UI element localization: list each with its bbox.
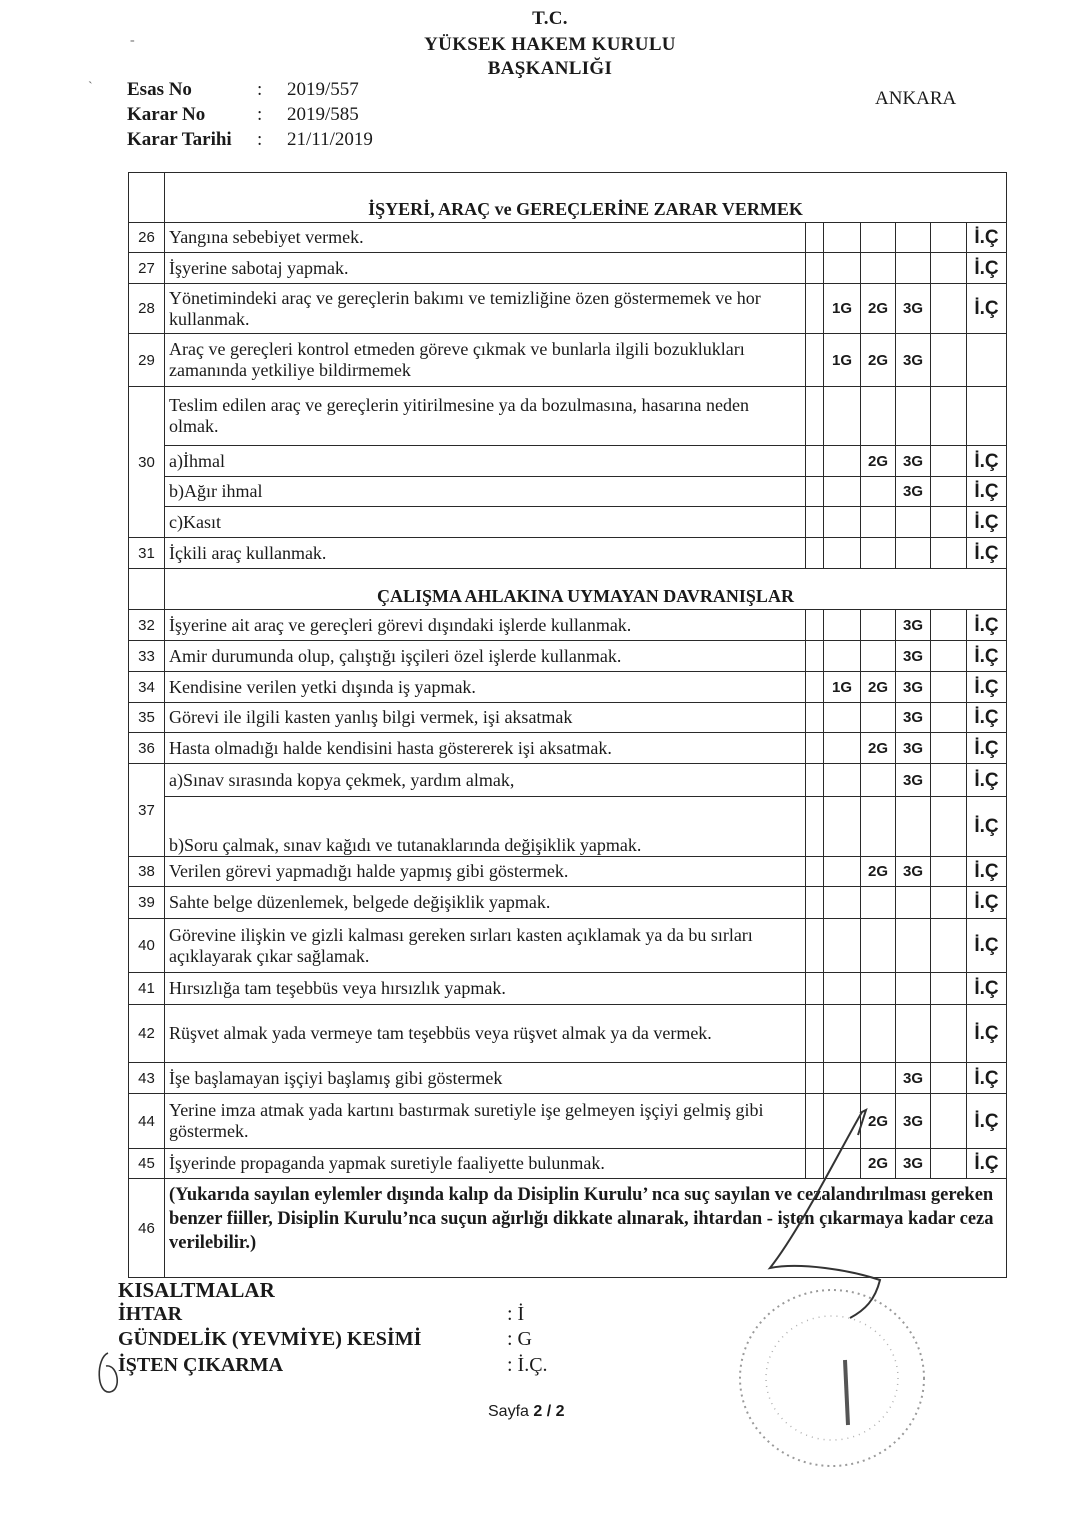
penalty-cell-spacer [806, 973, 824, 1005]
penalty-cell-spacer [806, 223, 824, 253]
meta-value: 21/11/2019 [287, 129, 373, 150]
penalty-2g [861, 1063, 896, 1094]
penalty-3g [896, 797, 931, 857]
penalty-2g: 2G [861, 334, 896, 387]
penalty-dismissal: İ.Ç [967, 223, 1007, 253]
penalty-2g [861, 797, 896, 857]
section-title: İŞYERİ, ARAÇ ve GEREÇLERİNE ZARAR VERMEK [165, 173, 1007, 223]
penalty-cell-spacer [806, 857, 824, 887]
penalty-dismissal: İ.Ç [967, 1094, 1007, 1149]
penalty-dismissal: İ.Ç [967, 253, 1007, 284]
penalty-dismissal: İ.Ç [967, 857, 1007, 887]
penalty-dismissal: İ.Ç [967, 703, 1007, 733]
stamp [740, 1290, 924, 1466]
penalty-dismissal: İ.Ç [967, 538, 1007, 569]
penalty-1g [824, 538, 861, 569]
penalty-dismissal: İ.Ç [967, 733, 1007, 764]
penalty-cell-empty [931, 887, 967, 919]
penalty-dismissal: İ.Ç [967, 973, 1007, 1005]
penalty-2g: 2G [861, 1094, 896, 1149]
penalty-2g [861, 223, 896, 253]
row-description: a)İhmal [165, 446, 806, 477]
penalty-1g [824, 703, 861, 733]
penalty-3g: 3G [896, 477, 931, 507]
row-number: 43 [129, 1063, 165, 1094]
row-number: 45 [129, 1149, 165, 1179]
penalty-dismissal: İ.Ç [967, 1149, 1007, 1179]
row-number [129, 569, 165, 610]
penalty-cell-spacer [806, 284, 824, 334]
penalty-3g: 3G [896, 610, 931, 641]
abbr-value: : İ [507, 1303, 525, 1325]
penalty-cell-spacer [806, 1149, 824, 1179]
row-description: b)Ağır ihmal [165, 477, 806, 507]
row-number: 36 [129, 733, 165, 764]
meta-label: Karar No [127, 104, 206, 125]
row-description: Sahte belge düzenlemek, belgede değişiklik yapmak. [165, 887, 806, 919]
penalty-cell-spacer [806, 446, 824, 477]
penalty-dismissal [967, 387, 1007, 446]
meta-sep: : [257, 104, 263, 125]
meta-sep: : [257, 79, 263, 100]
penalty-dismissal: İ.Ç [967, 764, 1007, 797]
penalty-2g [861, 477, 896, 507]
meta-label: Esas No [127, 79, 192, 100]
penalty-3g [896, 253, 931, 284]
penalty-dismissal: İ.Ç [967, 919, 1007, 973]
penalty-2g [861, 919, 896, 973]
row-number: 30 [129, 387, 165, 538]
penalty-dismissal: İ.Ç [967, 1005, 1007, 1063]
penalty-cell-spacer [806, 1005, 824, 1063]
penalty-3g [896, 919, 931, 973]
penalty-cell-empty [931, 223, 967, 253]
row-number: 37 [129, 764, 165, 857]
table-row [129, 253, 1007, 284]
row-number: 27 [129, 253, 165, 284]
penalty-3g [896, 538, 931, 569]
penalty-cell-empty [931, 477, 967, 507]
penalty-cell-spacer [806, 764, 824, 797]
penalty-cell-spacer [806, 477, 824, 507]
header-institution: YÜKSEK HAKEM KURULU [424, 34, 676, 55]
penalty-table-body [129, 173, 1007, 1278]
row-description: c)Kasıt [165, 507, 806, 538]
table-row [129, 446, 1007, 477]
penalty-3g [896, 973, 931, 1005]
penalty-2g [861, 973, 896, 1005]
row-description: Hırsızlığa tam teşebbüs veya hırsızlık yapmak. [165, 973, 806, 1005]
penalty-2g [861, 253, 896, 284]
table-row [129, 1005, 1007, 1063]
penalty-3g [896, 223, 931, 253]
meta-sep: : [257, 129, 263, 150]
margin-mark: ˋ [88, 80, 93, 95]
row-number: 35 [129, 703, 165, 733]
row-description: İşyerine sabotaj yapmak. [165, 253, 806, 284]
table-row [129, 334, 1007, 387]
penalty-3g: 3G [896, 334, 931, 387]
header-presidency: BAŞKANLIĞI [487, 58, 613, 79]
penalty-cell-spacer [806, 703, 824, 733]
penalty-1g [824, 1063, 861, 1094]
stamp [766, 1316, 898, 1440]
penalty-2g: 2G [861, 446, 896, 477]
penalty-2g [861, 507, 896, 538]
esas-no-line [127, 79, 359, 101]
row-number: 33 [129, 641, 165, 672]
penalty-cell-empty [931, 703, 967, 733]
penalty-cell-spacer [806, 507, 824, 538]
penalty-dismissal: İ.Ç [967, 507, 1007, 538]
penalty-cell-empty [931, 334, 967, 387]
header-tc: T.C. [532, 8, 568, 29]
penalty-2g [861, 764, 896, 797]
penalty-1g [824, 973, 861, 1005]
penalty-3g: 3G [896, 764, 931, 797]
penalty-3g [896, 887, 931, 919]
table-row [129, 507, 1007, 538]
row-description: Verilen görevi yapmadığı halde yapmış gibi göstermek. [165, 857, 806, 887]
row-description: Rüşvet almak yada vermeye tam teşebbüs veya rüşvet almak ya da vermek. [165, 1005, 806, 1063]
penalty-1g [824, 919, 861, 973]
meta-value: 2019/557 [287, 79, 359, 100]
penalty-1g [824, 610, 861, 641]
penalty-cell-spacer [806, 672, 824, 703]
penalty-cell-empty [931, 797, 967, 857]
table-row [129, 387, 1007, 446]
penalty-1g [824, 223, 861, 253]
penalty-cell-empty [931, 284, 967, 334]
row-description: Kendisine verilen yetki dışında iş yapmak. [165, 672, 806, 703]
penalty-dismissal: İ.Ç [967, 1063, 1007, 1094]
meta-label: Karar Tarihi [127, 129, 232, 150]
abbr-label: İŞTEN ÇIKARMA [118, 1354, 284, 1376]
penalty-cell-spacer [806, 919, 824, 973]
note-text: (Yukarıda sayılan eylemler dışında kalıp da Disiplin Kurulu’ nca suç sayılan ve cezalandırılması gereken benzer fiiller, Disiplin Kurulu’nca suçun ağırlığı dikkate alınarak, ihtardan - işten çıkarmaya kadar ceza verilebilir.) [165, 1179, 1007, 1278]
row-number: 29 [129, 334, 165, 387]
table-row [129, 477, 1007, 507]
penalty-1g [824, 641, 861, 672]
penalty-3g: 3G [896, 1149, 931, 1179]
row-description: Yönetimindeki araç ve gereçlerin bakımı ve temizliğine özen göstermemek ve hor kullanmak. [165, 284, 806, 334]
penalty-1g [824, 1005, 861, 1063]
penalty-cell-empty [931, 446, 967, 477]
table-row [129, 733, 1007, 764]
penalty-3g: 3G [896, 1063, 931, 1094]
penalty-3g: 3G [896, 284, 931, 334]
penalty-cell-spacer [806, 641, 824, 672]
row-description: İşe başlamayan işçiyi başlamış gibi göstermek [165, 1063, 806, 1094]
penalty-3g: 3G [896, 1094, 931, 1149]
penalty-3g: 3G [896, 703, 931, 733]
row-number: 32 [129, 610, 165, 641]
penalty-3g: 3G [896, 733, 931, 764]
penalty-3g [896, 507, 931, 538]
table-row [129, 610, 1007, 641]
penalty-dismissal: İ.Ç [967, 610, 1007, 641]
penalty-1g: 1G [824, 334, 861, 387]
table-row [129, 797, 1007, 857]
row-number: 42 [129, 1005, 165, 1063]
karar-no-line [127, 104, 359, 126]
row-description: Araç ve gereçleri kontrol etmeden göreve çıkmak ve bunlarla ilgili bozuklukları zamanında yetkiliye bildirmemek [165, 334, 806, 387]
penalty-table [128, 172, 1007, 1278]
signature-stroke [99, 1353, 117, 1392]
table-row [129, 887, 1007, 919]
karar-tarihi-line [127, 129, 373, 151]
page-value: 2 / 2 [533, 1403, 565, 1420]
penalty-dismissal: İ.Ç [967, 887, 1007, 919]
penalty-cell-empty [931, 641, 967, 672]
abbr-value: : İ.Ç. [507, 1354, 548, 1376]
section-row [129, 569, 1007, 610]
penalty-cell-empty [931, 857, 967, 887]
penalty-cell-empty [931, 387, 967, 446]
penalty-1g: 1G [824, 672, 861, 703]
penalty-cell-empty [931, 1063, 967, 1094]
row-number: 26 [129, 223, 165, 253]
penalty-2g [861, 538, 896, 569]
penalty-cell-empty [931, 507, 967, 538]
row-number: 34 [129, 672, 165, 703]
table-row [129, 973, 1007, 1005]
row-description: a)Sınav sırasında kopya çekmek, yardım almak, [165, 764, 806, 797]
table-row [129, 538, 1007, 569]
penalty-cell-empty [931, 672, 967, 703]
table-row [129, 703, 1007, 733]
table-row [129, 1094, 1007, 1149]
row-number: 44 [129, 1094, 165, 1149]
penalty-cell-spacer [806, 1094, 824, 1149]
table-row [129, 1063, 1007, 1094]
penalty-cell-empty [931, 1005, 967, 1063]
penalty-1g [824, 857, 861, 887]
note-row [129, 1179, 1007, 1278]
page-number [488, 1403, 565, 1421]
penalty-cell-empty [931, 764, 967, 797]
penalty-2g [861, 387, 896, 446]
penalty-3g: 3G [896, 857, 931, 887]
margin-mark: - [130, 33, 135, 48]
section-title: ÇALIŞMA AHLAKINA UYMAYAN DAVRANIŞLAR [165, 569, 1007, 610]
table-row [129, 1149, 1007, 1179]
penalty-2g: 2G [861, 672, 896, 703]
row-description: Yerine imza atmak yada kartını bastırmak suretiyle işe gelmeyen işçiyi gelmiş gibi göstermek. [165, 1094, 806, 1149]
row-number: 46 [129, 1179, 165, 1278]
penalty-2g [861, 610, 896, 641]
penalty-3g: 3G [896, 672, 931, 703]
penalty-cell-empty [931, 610, 967, 641]
meta-value: 2019/585 [287, 104, 359, 125]
penalty-2g [861, 641, 896, 672]
abbr-label: İHTAR [118, 1303, 183, 1325]
penalty-1g [824, 477, 861, 507]
penalty-dismissal [967, 334, 1007, 387]
penalty-cell-empty [931, 919, 967, 973]
row-description: İşyerinde propaganda yapmak suretiyle faaliyette bulunmak. [165, 1149, 806, 1179]
row-number [129, 173, 165, 223]
penalty-cell-spacer [806, 1063, 824, 1094]
penalty-1g [824, 1149, 861, 1179]
row-description: Amir durumunda olup, çalıştığı işçileri özel işlerde kullanmak. [165, 641, 806, 672]
abbreviations-title: KISALTMALAR [118, 1278, 275, 1302]
abbr-value: : G [507, 1328, 532, 1350]
penalty-1g [824, 507, 861, 538]
penalty-1g [824, 387, 861, 446]
penalty-2g: 2G [861, 1149, 896, 1179]
penalty-dismissal: İ.Ç [967, 797, 1007, 857]
penalty-2g [861, 1005, 896, 1063]
penalty-cell-spacer [806, 797, 824, 857]
table-row [129, 672, 1007, 703]
penalty-2g [861, 703, 896, 733]
row-description: İşyerine ait araç ve gereçleri görevi dışındaki işlerde kullanmak. [165, 610, 806, 641]
table-row [129, 284, 1007, 334]
table-row [129, 764, 1007, 797]
row-number: 28 [129, 284, 165, 334]
row-description: İçkili araç kullanmak. [165, 538, 806, 569]
penalty-dismissal: İ.Ç [967, 477, 1007, 507]
penalty-3g [896, 1005, 931, 1063]
row-number: 39 [129, 887, 165, 919]
row-number: 41 [129, 973, 165, 1005]
row-description: b)Soru çalmak, sınav kağıdı ve tutanaklarında değişiklik yapmak. [165, 797, 806, 857]
penalty-cell-spacer [806, 610, 824, 641]
table-row [129, 223, 1007, 253]
penalty-1g: 1G [824, 284, 861, 334]
penalty-1g [824, 797, 861, 857]
table-row [129, 641, 1007, 672]
penalty-3g [896, 387, 931, 446]
penalty-cell-spacer [806, 887, 824, 919]
penalty-cell-spacer [806, 387, 824, 446]
penalty-1g [824, 733, 861, 764]
penalty-cell-empty [931, 1094, 967, 1149]
city: ANKARA [875, 88, 957, 109]
penalty-3g: 3G [896, 446, 931, 477]
table-row [129, 857, 1007, 887]
penalty-cell-spacer [806, 538, 824, 569]
penalty-dismissal: İ.Ç [967, 641, 1007, 672]
row-description: Görevi ile ilgili kasten yanlış bilgi vermek, işi aksatmak [165, 703, 806, 733]
table-row [129, 919, 1007, 973]
row-number: 38 [129, 857, 165, 887]
penalty-cell-spacer [806, 733, 824, 764]
penalty-1g [824, 253, 861, 284]
penalty-1g [824, 1094, 861, 1149]
penalty-2g [861, 887, 896, 919]
page-prefix: Sayfa [488, 1403, 534, 1420]
row-description: Görevine ilişkin ve gizli kalması gereken sırları kasten açıklamak ya da bu sırları açıklayarak çıkar sağlamak. [165, 919, 806, 973]
penalty-1g [824, 764, 861, 797]
penalty-2g: 2G [861, 284, 896, 334]
row-description: Yangına sebebiyet vermek. [165, 223, 806, 253]
penalty-dismissal: İ.Ç [967, 284, 1007, 334]
penalty-cell-empty [931, 538, 967, 569]
penalty-2g: 2G [861, 733, 896, 764]
penalty-cell-spacer [806, 253, 824, 284]
row-description: Teslim edilen araç ve gereçlerin yitirilmesine ya da bozulmasına, hasarına neden olmak. [165, 387, 806, 446]
penalty-cell-empty [931, 1149, 967, 1179]
penalty-2g: 2G [861, 857, 896, 887]
abbr-label: GÜNDELİK (YEVMİYE) KESİMİ [118, 1328, 422, 1350]
penalty-3g: 3G [896, 641, 931, 672]
row-number: 31 [129, 538, 165, 569]
penalty-cell-spacer [806, 334, 824, 387]
penalty-1g [824, 887, 861, 919]
penalty-dismissal: İ.Ç [967, 672, 1007, 703]
penalty-cell-empty [931, 733, 967, 764]
row-description: Hasta olmadığı halde kendisini hasta göstererek işi aksatmak. [165, 733, 806, 764]
penalty-dismissal: İ.Ç [967, 446, 1007, 477]
row-number: 40 [129, 919, 165, 973]
penalty-cell-empty [931, 253, 967, 284]
penalty-cell-empty [931, 973, 967, 1005]
penalty-1g [824, 446, 861, 477]
section-row [129, 173, 1007, 223]
stamp-mark [845, 1360, 848, 1425]
